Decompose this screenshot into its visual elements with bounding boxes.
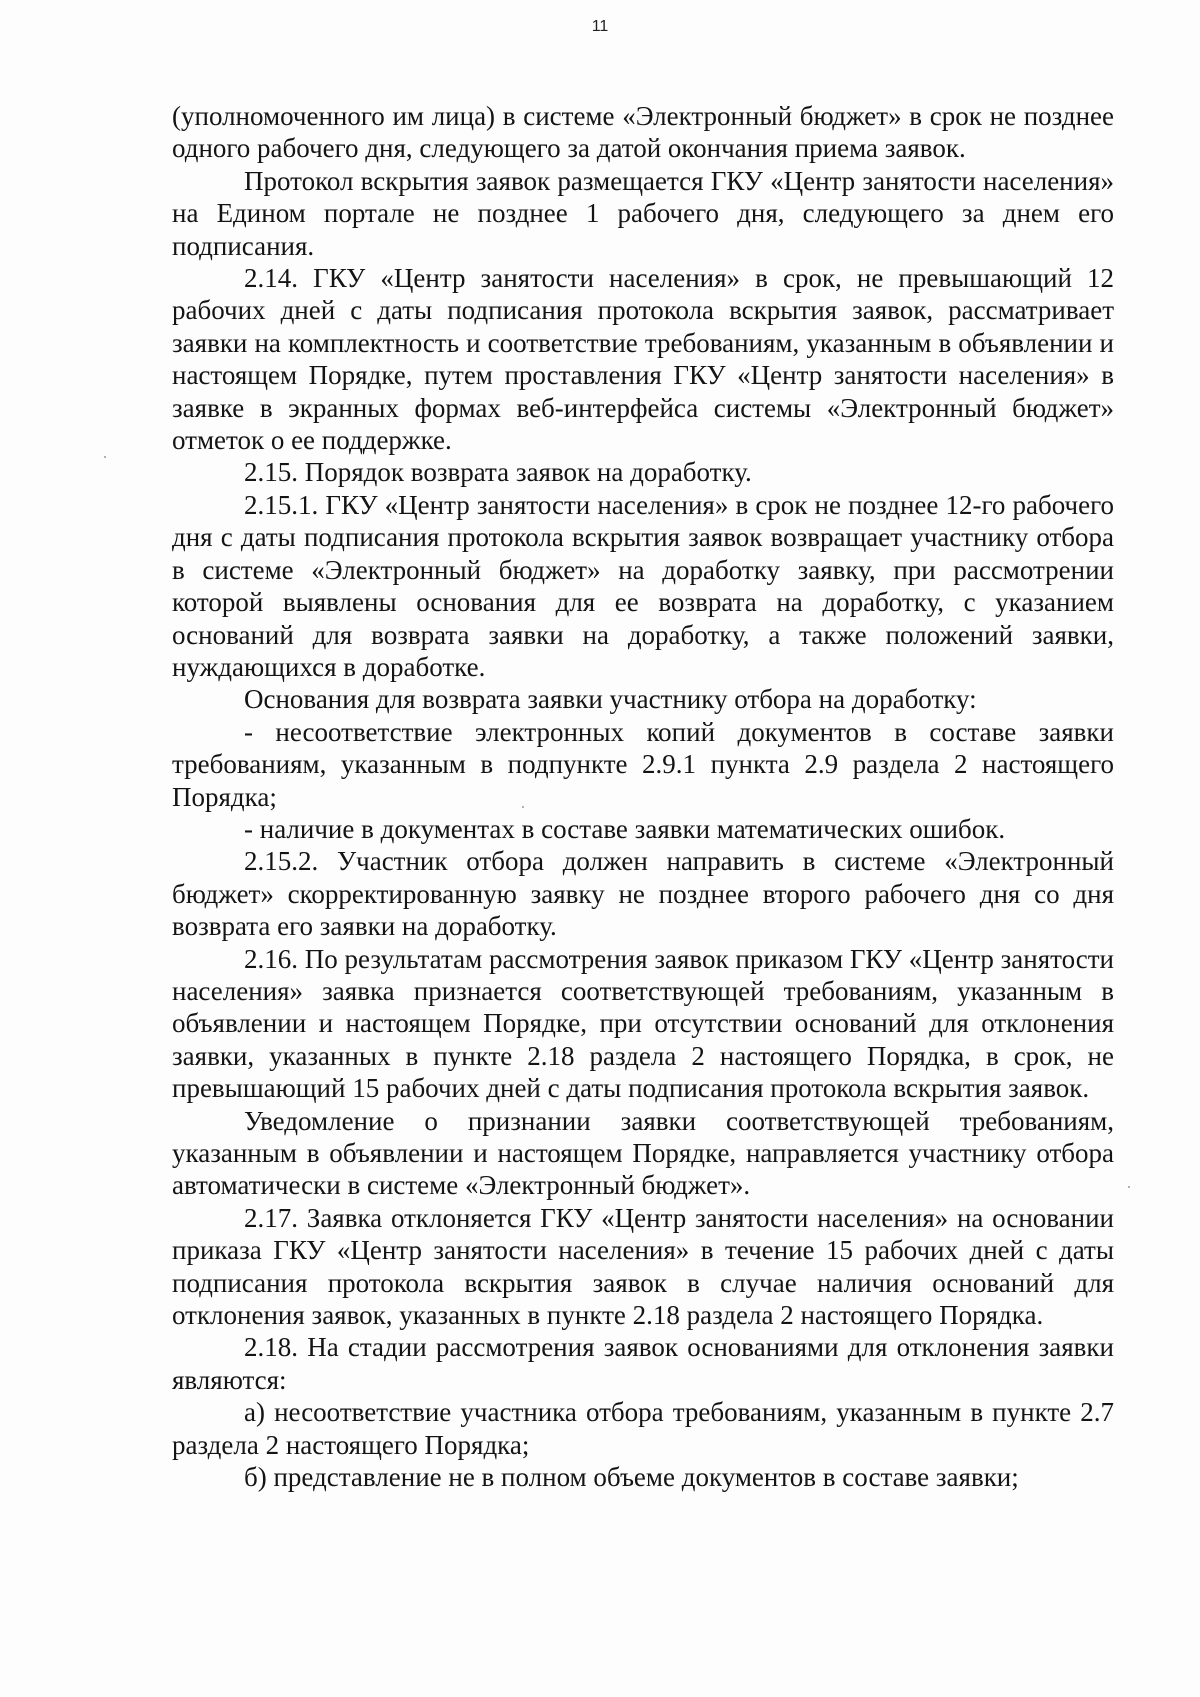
list-item-rejection-ground-a: а) несоответствие участника отбора требованиям, указанным в пункте 2.7 раздела 2 настоящего Порядка; (172, 1397, 1114, 1460)
paragraph-protocol-publication: Протокол вскрытия заявок размещается ГКУ «Центр занятости населения» на Едином портале не позднее 1 рабочего дня, следующего за днем его подписания. (172, 165, 1114, 261)
list-item-return-ground-1: - несоответствие электронных копий документов в составе заявки требованиям, указанным в подпункте 2.9.1 пункта 2.9 раздела 2 настоящего Порядка; (172, 716, 1114, 812)
paragraph-2-18: 2.18. На стадии рассмотрения заявок основаниями для отклонения заявки являются: (172, 1332, 1114, 1395)
scan-speck (104, 456, 106, 458)
paragraph-continuation: (уполномоченного им лица) в системе «Электронный бюджет» в срок не позднее одного рабочего дня, следующего за датой окончания приема заявок. (172, 101, 1114, 164)
scan-speck (1128, 1186, 1130, 1188)
paragraph-2-15: 2.15. Порядок возврата заявок на доработку. (244, 457, 752, 488)
paragraph-2-16: 2.16. По результатам рассмотрения заявок приказом ГКУ «Центр занятости населения» заявка признается соответствующей требованиям, указанным в объявлении и настоящем Порядке, при отсутствии оснований для отклонения заявки, указанных в пункте 2.18 раздела 2 настоящего Порядка, в срок, не превышающий 15 рабочих дней с даты подписания протокола вскрытия заявок. (172, 943, 1114, 1104)
paragraph-2-15-1: 2.15.1. ГКУ «Центр занятости населения» в срок не позднее 12-го рабочего дня с даты подписания протокола вскрытия заявок возвращает участнику отбора в системе «Электронный бюджет» на доработку заявку, при рассмотрении которой выявлены основания для ее возврата на доработку, с указанием оснований для возврата заявки на доработку, а также положений заявки, нуждающихся в доработке. (172, 489, 1114, 682)
page-number: 11 (591, 18, 609, 35)
paragraph-return-grounds: Основания для возврата заявки участнику отбора на доработку: (244, 684, 977, 715)
document-body (172, 100, 1114, 1493)
paragraph-2-14: 2.14. ГКУ «Центр занятости населения» в срок, не превышающий 12 рабочих дней с даты подписания протокола вскрытия заявок, рассматривает заявки на комплектность и соответствие требованиям, указанным в объявлении и настоящем Порядке, путем проставления ГКУ «Центр занятости населения» в заявке в экранных формах веб-интерфейса системы «Электронный бюджет» отметок о ее поддержке. (172, 263, 1114, 456)
paragraph-2-15-2: 2.15.2. Участник отбора должен направить в системе «Электронный бюджет» скорректированную заявку не позднее второго рабочего дня со дня возврата его заявки на доработку. (172, 846, 1114, 942)
paragraph-notification: Уведомление о признании заявки соответствующей требованиям, указанным в объявлении и настоящем Порядке, направляется участнику отбора автоматически в системе «Электронный бюджет». (172, 1105, 1114, 1201)
paragraph-2-17: 2.17. Заявка отклоняется ГКУ «Центр занятости населения» на основании приказа ГКУ «Центр занятости населения» в течение 15 рабочих дней с даты подписания протокола вскрытия заявок в случае наличия оснований для отклонения заявок, указанных в пункте 2.18 раздела 2 настоящего Порядка. (172, 1202, 1114, 1331)
list-item-return-ground-2: - наличие в документах в составе заявки математических ошибок. (244, 813, 1006, 844)
scan-speck (522, 806, 524, 808)
list-item-rejection-ground-b: б) представление не в полном объеме документов в составе заявки; (244, 1462, 1019, 1493)
